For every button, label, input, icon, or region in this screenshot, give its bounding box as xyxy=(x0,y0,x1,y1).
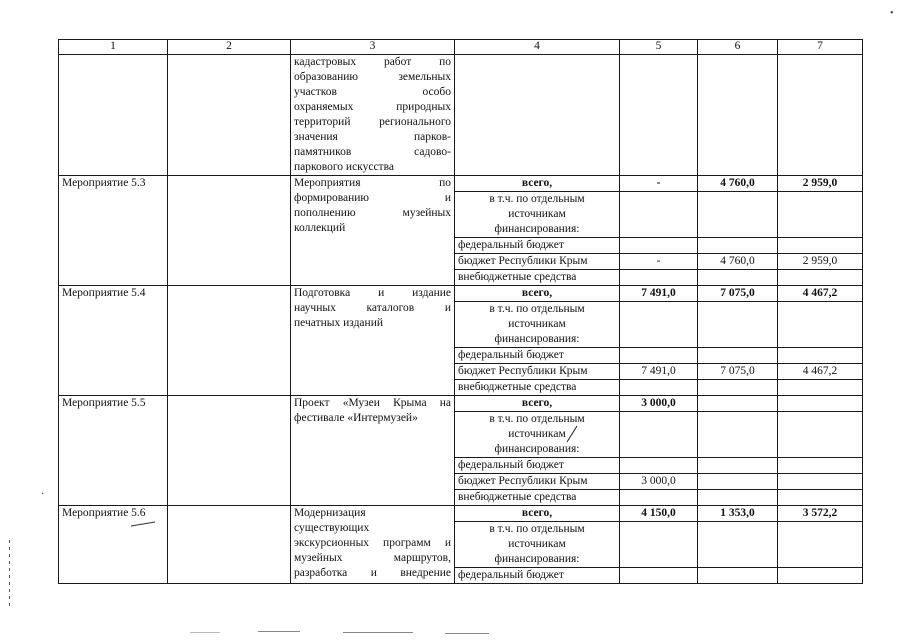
total-value-col6: 4 760,0 xyxy=(698,176,778,192)
republic-value-col7: 4 467,2 xyxy=(778,364,863,380)
value-cell xyxy=(698,55,778,176)
executor-cell xyxy=(168,286,291,396)
value-cell xyxy=(698,458,778,474)
incl-line: в т.ч. по отдельным xyxy=(489,303,585,315)
value-cell xyxy=(698,270,778,286)
value-cell xyxy=(620,568,698,584)
total-value-col5: 7 491,0 xyxy=(620,286,698,302)
desc-line: паркового искусства xyxy=(294,161,394,173)
value-cell xyxy=(698,522,778,568)
desc-line: научных каталогов и xyxy=(294,302,451,314)
value-cell xyxy=(620,55,698,176)
source-incl-label xyxy=(455,412,620,458)
incl-line: финансирования: xyxy=(494,223,580,235)
value-cell xyxy=(778,348,863,364)
value-cell xyxy=(778,458,863,474)
desc-line: территорий регионального xyxy=(294,116,451,128)
scan-smudge xyxy=(190,632,220,633)
value-cell xyxy=(698,192,778,238)
value-cell xyxy=(698,348,778,364)
desc-line: участков особо xyxy=(294,86,451,98)
executor-cell xyxy=(168,396,291,506)
total-value-col6 xyxy=(698,396,778,412)
desc-line: памятников садово- xyxy=(294,146,451,158)
incl-line: финансирования: xyxy=(494,443,580,455)
measure-desc xyxy=(291,396,455,506)
republic-value-col7: 2 959,0 xyxy=(778,254,863,270)
incl-line: в т.ч. по отдельным xyxy=(489,193,585,205)
total-value-col6: 1 353,0 xyxy=(698,506,778,522)
source-total-label: всего, xyxy=(455,286,620,302)
measure-desc xyxy=(291,506,455,584)
desc-line: кадастровых работ по xyxy=(294,56,451,68)
desc-line: разработка и внедрение xyxy=(294,567,451,579)
source-incl-label xyxy=(455,302,620,348)
desc-line: значения парков- xyxy=(294,131,451,143)
value-cell xyxy=(778,412,863,458)
source-federal-label: федеральный бюджет xyxy=(455,458,620,474)
incl-line: источникам xyxy=(508,538,566,550)
incl-line: источникам xyxy=(508,318,566,330)
measure-row xyxy=(59,286,863,302)
republic-value-col6: 7 075,0 xyxy=(698,364,778,380)
value-cell xyxy=(778,380,863,396)
source-republic-label: бюджет Республики Крым xyxy=(455,474,620,490)
republic-value-col5: 7 491,0 xyxy=(620,364,698,380)
source-cell xyxy=(455,55,620,176)
scan-smudge xyxy=(445,633,489,634)
source-republic-label: бюджет Республики Крым xyxy=(455,254,620,270)
executor-cell xyxy=(168,506,291,584)
desc-line: пополнению музейных xyxy=(294,207,451,219)
desc-line: экскурсионных программ и xyxy=(294,537,451,549)
value-cell xyxy=(620,348,698,364)
measure-row xyxy=(59,506,863,522)
source-total-label: всего, xyxy=(455,396,620,412)
republic-value-col7 xyxy=(778,474,863,490)
source-federal-label: федеральный бюджет xyxy=(455,568,620,584)
republic-value-col6 xyxy=(698,474,778,490)
scan-smudge xyxy=(258,631,300,632)
value-cell xyxy=(698,568,778,584)
scan-edge-mark xyxy=(9,540,10,610)
measure-desc xyxy=(291,286,455,396)
column-number-row xyxy=(59,40,863,55)
total-value-col6: 7 075,0 xyxy=(698,286,778,302)
col-number-7: 7 xyxy=(778,40,863,55)
measure-row xyxy=(59,176,863,192)
source-federal-label: федеральный бюджет xyxy=(455,238,620,254)
value-cell xyxy=(778,522,863,568)
value-cell xyxy=(620,192,698,238)
source-extra-label: внебюджетные средства xyxy=(455,270,620,286)
budget-table xyxy=(58,39,863,584)
col-number-5: 5 xyxy=(620,40,698,55)
desc-line: существующих xyxy=(294,522,370,534)
value-cell xyxy=(698,490,778,506)
total-value-col5: 4 150,0 xyxy=(620,506,698,522)
value-cell xyxy=(698,380,778,396)
value-cell xyxy=(778,490,863,506)
republic-value-col5: 3 000,0 xyxy=(620,474,698,490)
total-value-col7 xyxy=(778,396,863,412)
value-cell xyxy=(620,458,698,474)
executor-cell xyxy=(168,176,291,286)
pen-stroke-mark xyxy=(129,520,159,528)
desc-line: образованию земельных xyxy=(294,71,451,83)
incl-line: финансирования: xyxy=(494,333,580,345)
pen-stroke-mark xyxy=(565,424,579,444)
source-total-label: всего, xyxy=(455,506,620,522)
value-cell xyxy=(698,412,778,458)
col-number-3: 3 xyxy=(291,40,455,55)
desc-line: фестивале «Интермузей» xyxy=(294,412,418,424)
measure-name: Мероприятие 5.4 xyxy=(59,286,168,396)
republic-value-col5: - xyxy=(620,254,698,270)
value-cell xyxy=(698,302,778,348)
value-cell xyxy=(620,412,698,458)
total-value-col5: 3 000,0 xyxy=(620,396,698,412)
measure-name xyxy=(59,506,168,584)
desc-line: коллекций xyxy=(294,222,346,234)
desc-line: охраняемых природных xyxy=(294,101,451,113)
scan-smudge xyxy=(343,632,413,633)
col-number-1: 1 xyxy=(59,40,168,55)
measure-row xyxy=(59,396,863,412)
col-number-6: 6 xyxy=(698,40,778,55)
continuation-row xyxy=(59,55,863,176)
continuation-desc xyxy=(291,55,455,176)
desc-line: музейных маршрутов, xyxy=(294,552,451,564)
executor-cell xyxy=(168,55,291,176)
total-value-col7: 2 959,0 xyxy=(778,176,863,192)
incl-line: финансирования: xyxy=(494,553,580,565)
incl-line: источникам xyxy=(508,208,566,220)
measure-desc xyxy=(291,176,455,286)
total-value-col7: 3 572,2 xyxy=(778,506,863,522)
col-number-4: 4 xyxy=(455,40,620,55)
scan-dot: • xyxy=(890,8,894,19)
value-cell xyxy=(620,522,698,568)
value-cell xyxy=(620,380,698,396)
source-extra-label: внебюджетные средства xyxy=(455,490,620,506)
value-cell xyxy=(620,270,698,286)
measure-name-text: Мероприятие 5.6 xyxy=(62,507,146,519)
value-cell xyxy=(620,238,698,254)
value-cell xyxy=(620,490,698,506)
source-republic-label: бюджет Республики Крым xyxy=(455,364,620,380)
value-cell xyxy=(778,302,863,348)
republic-value-col6: 4 760,0 xyxy=(698,254,778,270)
total-value-col7: 4 467,2 xyxy=(778,286,863,302)
desc-line: Проект «Музеи Крыма на xyxy=(294,397,451,409)
desc-line: Мероприятия по xyxy=(294,177,451,189)
desc-line: печатных изданий xyxy=(294,317,384,329)
desc-line: Подготовка и издание xyxy=(294,287,451,299)
source-incl-label xyxy=(455,192,620,238)
measure-name: Мероприятие 5.3 xyxy=(59,176,168,286)
measure-cell xyxy=(59,55,168,176)
source-incl-label xyxy=(455,522,620,568)
incl-line: источникам xyxy=(508,428,566,440)
source-extra-label: внебюджетные средства xyxy=(455,380,620,396)
measure-name: Мероприятие 5.5 xyxy=(59,396,168,506)
value-cell xyxy=(778,55,863,176)
value-cell xyxy=(778,238,863,254)
value-cell xyxy=(620,302,698,348)
desc-line: Модернизация xyxy=(294,507,366,519)
source-total-label: всего, xyxy=(455,176,620,192)
desc-line: формированию и xyxy=(294,192,451,204)
col-number-2: 2 xyxy=(168,40,291,55)
value-cell xyxy=(778,568,863,584)
incl-line: в т.ч. по отдельным xyxy=(489,413,585,425)
source-federal-label: федеральный бюджет xyxy=(455,348,620,364)
total-value-col5: - xyxy=(620,176,698,192)
value-cell xyxy=(778,192,863,238)
incl-line: в т.ч. по отдельным xyxy=(489,523,585,535)
value-cell xyxy=(778,270,863,286)
value-cell xyxy=(698,238,778,254)
scan-dot: · xyxy=(41,489,45,500)
